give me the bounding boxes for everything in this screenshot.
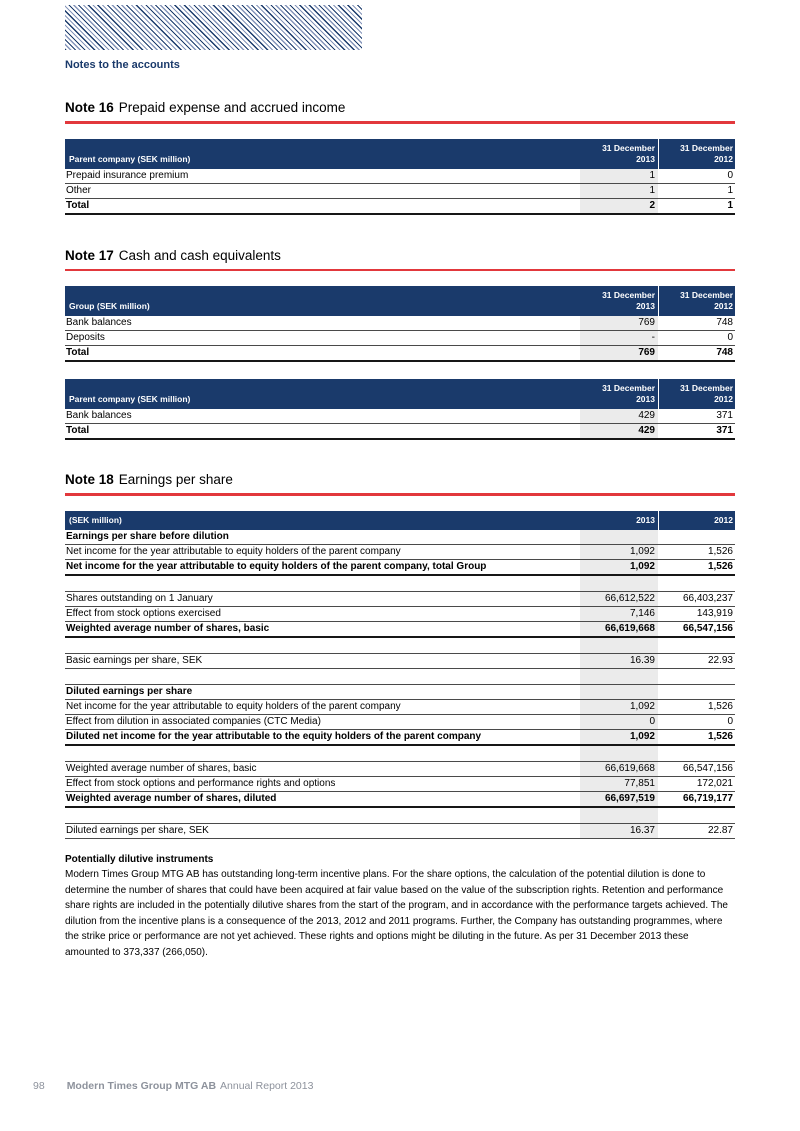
value-2013: 66,619,668 [580,622,658,636]
value-2013: 0 [580,715,658,729]
row-label: Total [66,347,90,358]
table-row [65,607,735,622]
table-row [65,169,735,184]
table-row [65,792,735,808]
note-16-title: Prepaid expense and accrued income [118,100,346,115]
row-label: Weighted average number of shares, basic [66,622,270,634]
value-2013: 66,697,519 [580,792,658,806]
footer-report: Annual Report 2013 [220,1080,314,1092]
table-row [65,685,735,700]
value-2012: 66,547,156 [682,762,733,774]
value-2013: 1 [580,184,658,198]
table-header-row [65,511,735,530]
value-2013: 66,612,522 [580,592,658,606]
row-label: Other [66,184,92,196]
table-row [65,746,735,762]
value-2012: 0 [727,332,733,343]
table-header-label: Parent company (SEK million) [69,153,191,164]
value-2013: 1,092 [580,700,658,714]
value-2013: 2 [580,199,658,213]
value-2012: 172,021 [696,777,733,789]
note-18-number: Note 18 [65,472,114,487]
value-2012 [658,638,735,653]
row-label [65,746,580,761]
value-2012: 143,919 [696,607,733,619]
value-2012: 371 [716,425,733,436]
value-2013: 769 [580,346,658,360]
row-label [65,638,580,653]
value-2013 [580,576,658,591]
heading-rule [65,269,735,272]
table-header-row [65,286,735,316]
table-row [65,424,735,440]
table-row [65,316,735,331]
table-row [65,730,735,746]
row-label: Effect from dilution in associated companies (CTC Media) [66,715,321,727]
table-header-label: (SEK million) [69,514,122,525]
heading-rule [65,493,735,496]
column-header-2013: 31 December 2013 [602,290,655,311]
value-2012: 0 [727,715,733,727]
column-header-2012: 31 December 2012 [658,139,735,169]
value-2012: 66,547,156 [682,622,733,634]
row-label: Effect from stock options exercised [66,607,221,619]
paragraph-heading: Potentially dilutive instruments [65,853,214,865]
value-2013 [580,746,658,761]
row-label: Weighted average number of shares, basic [66,762,257,774]
note-16-number: Note 16 [65,100,114,115]
dilutive-instruments-paragraph [65,852,735,961]
row-label: Earnings per share before dilution [66,530,229,542]
value-2012: 371 [716,410,733,421]
value-2013: 77,851 [580,777,658,791]
table-row [65,638,735,654]
value-2013: 769 [580,316,658,330]
value-2012: 66,403,237 [682,592,733,604]
row-label: Prepaid insurance premium [66,169,189,181]
table-row [65,715,735,730]
value-2013 [580,530,658,544]
table-row [65,700,735,715]
row-label: Diluted earnings per share [66,685,193,697]
table-row [65,545,735,560]
row-label [65,669,580,684]
value-2012 [658,576,735,591]
value-2013: 1,092 [580,730,658,744]
value-2012 [658,685,735,699]
value-2013 [580,685,658,699]
table-row [65,560,735,576]
value-2012 [658,808,735,823]
value-2013 [580,669,658,684]
footer-company: Modern Times Group MTG AB [66,1080,217,1092]
value-2013: 7,146 [580,607,658,621]
row-label [65,576,580,591]
row-label [65,808,580,823]
value-2013: 1,092 [580,560,658,574]
column-header-2012: 31 December 2012 [658,379,735,409]
value-2012: 0 [727,169,733,181]
note-17-group-table [65,286,735,362]
page-content [65,5,735,960]
value-2013: 429 [580,424,658,438]
row-label: Net income for the year attributable to equity holders of the parent company [66,545,401,557]
table-row [65,777,735,792]
column-header-2012: 2012 [658,511,735,530]
value-2013 [580,808,658,823]
note-18-title: Earnings per share [118,472,233,487]
note-17-parent-table [65,379,735,440]
hatched-banner [65,5,362,50]
note-17-heading [65,247,735,272]
table-header-label: Group (SEK million) [69,301,150,311]
value-2012: 748 [716,347,733,358]
value-2012: 66,719,177 [682,792,733,804]
value-2012: 1 [727,184,733,196]
table-row [65,346,735,362]
table-row [65,592,735,607]
value-2013 [580,638,658,653]
column-header-2013: 31 December 2013 [602,383,655,404]
table-header-row [65,139,735,169]
heading-rule [65,121,735,124]
note-17-number: Note 17 [65,247,114,263]
note-17-title: Cash and cash equivalents [118,247,281,263]
table-row [65,669,735,685]
table-row [65,199,735,215]
value-2012 [658,669,735,684]
note-18-eps-table [65,511,735,839]
column-header-2012: 31 December 2012 [658,286,735,316]
value-2012 [658,530,735,544]
value-2012: 22.93 [707,654,733,666]
row-label: Diluted net income for the year attributable to the equity holders of the parent company [66,730,482,742]
table-row [65,622,735,638]
page-footer [33,1080,313,1092]
row-label: Total [66,425,90,436]
row-label: Weighted average number of shares, diluted [66,792,277,804]
table-row [65,409,735,424]
table-header-label: Parent company (SEK million) [69,394,191,404]
row-label: Net income for the year attributable to equity holders of the parent company [66,700,401,712]
table-row [65,808,735,824]
note-16-heading [65,99,735,124]
value-2013: - [580,331,658,345]
value-2012 [658,746,735,761]
value-2013: 1 [580,169,658,183]
value-2012: 1 [727,199,733,211]
table-row [65,762,735,777]
note-18-heading [65,471,735,496]
paragraph-body: Modern Times Group MTG AB has outstanding long-term incentive plans. For the share options, the calculation of the potential dilution is done to determine the number of shares that could have been acquired at fair value based on the value of the subscription rights. Retention and performance share rights are included in the potentially dilutive shares from the start of the program, and in accordance with the performance targets achieved. The dilution from the incentive plans is a consequence of the 2013, 2012 and 2011 programs. Further, the Company has outstanding programmes, where the strike price or performance are not yet achieved. These rights and options might be diluting in the future. As per 31 December 2013 these amounted to 373,337 (266,050). [65,869,728,958]
column-header-2013: 2013 [636,514,655,525]
page-number: 98 [33,1080,45,1092]
value-2012: 748 [716,317,733,328]
section-label: Notes to the accounts [65,59,180,71]
value-2013: 1,092 [580,545,658,559]
value-2012: 1,526 [707,730,733,742]
table-header-row [65,379,735,409]
row-label: Shares outstanding on 1 January [66,592,213,604]
table-row [65,184,735,199]
row-label: Bank balances [66,410,132,421]
value-2012: 22.87 [707,824,733,836]
row-label: Deposits [66,332,105,343]
row-label: Total [66,199,90,211]
table-row [65,331,735,346]
row-label: Diluted earnings per share, SEK [66,824,209,836]
value-2013: 16.37 [580,824,658,838]
value-2012: 1,526 [707,545,733,557]
row-label: Bank balances [66,317,132,328]
table-row [65,824,735,839]
value-2013: 16.39 [580,654,658,668]
note-16-table [65,139,735,215]
value-2013: 429 [580,409,658,423]
row-label: Basic earnings per share, SEK [66,654,203,666]
table-row [65,654,735,669]
value-2012: 1,526 [707,560,733,572]
table-row [65,576,735,592]
column-header-2013: 31 December 2013 [602,142,655,164]
value-2012: 1,526 [707,700,733,712]
row-label: Effect from stock options and performance rights and options [66,777,336,789]
row-label: Net income for the year attributable to equity holders of the parent company, total Group [66,560,487,572]
value-2013: 66,619,668 [580,762,658,776]
table-row [65,530,735,545]
